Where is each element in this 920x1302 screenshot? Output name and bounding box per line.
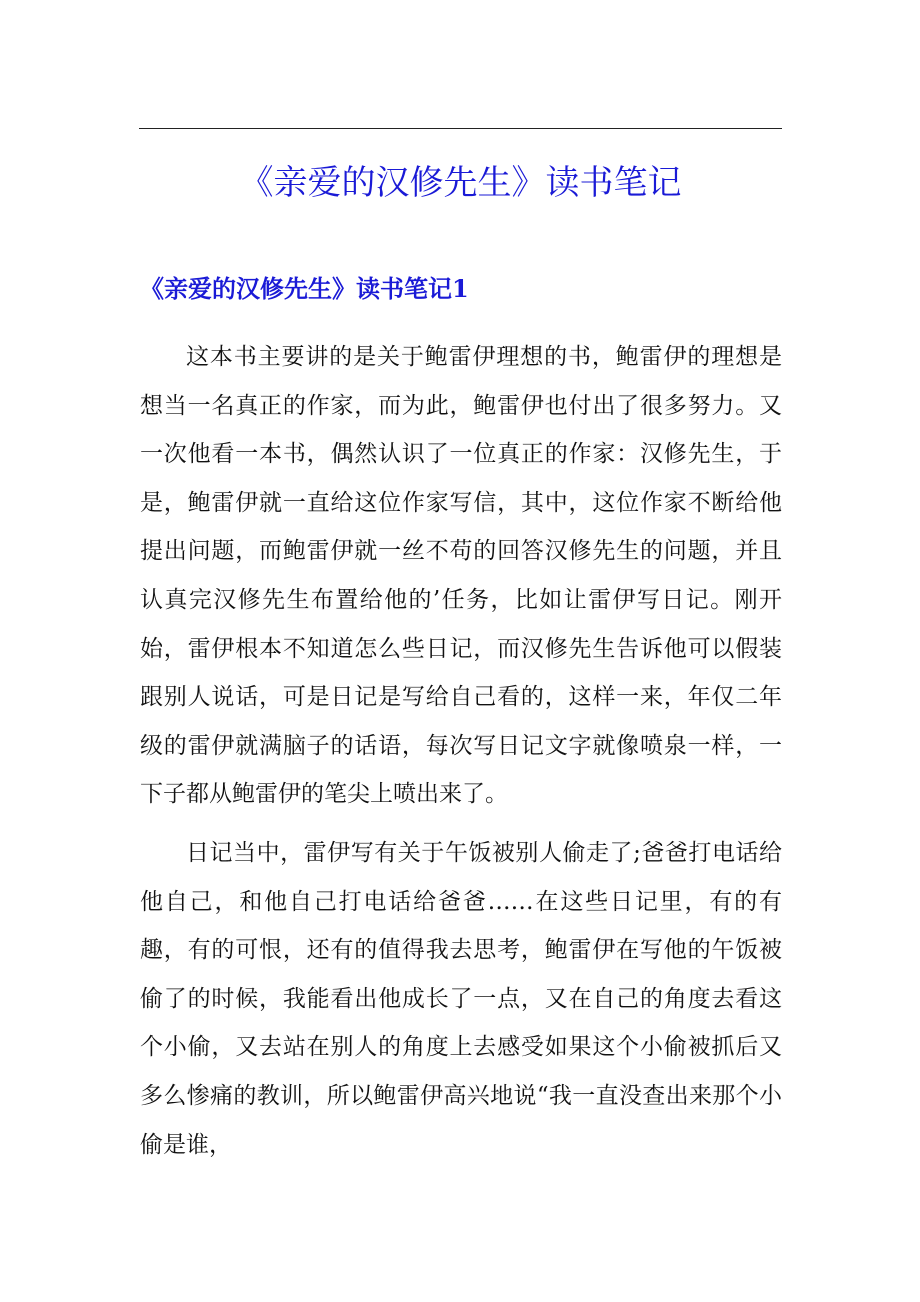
section-heading: 《亲爱的汉修先生》读书笔记1 — [140, 274, 469, 303]
header-rule — [139, 128, 782, 129]
document-title: 《亲爱的汉修先生》读书笔记 — [239, 163, 682, 203]
body-paragraph-1: 这本书主要讲的是关于鲍雷伊理想的书，鲍雷伊的理想是想当一名真正的作家，而为此，鲍雷伊也付出了很多努力。又一次他看一本书，偶然认识了一位真正的作家：汉修先生，于是，鲍雷伊就一直给这位作家写信，其中，这位作家不断给他提出问题，而鲍雷伊就一丝不苟的回答汉修先生的问题，并且认真完汉修先生布置给他的’任务，比如让雷伊写日记。刚开始，雷伊根本不知道怎么些日记，而汉修先生告诉他可以假装跟别人说话，可是日记是写给自己看的，这样一来，年仅二年级的雷伊就满脑子的话语，每次写日记文字就像喷泉一样，一下子都从鲍雷伊的笔尖上喷出来了。 — [140, 344, 782, 808]
body-paragraph-2: 日记当中，雷伊写有关于午饭被别人偷走了;爸爸打电话给他自己，和他自己打电话给爸爸……在这些日记里，有的有趣，有的可恨，还有的值得我去思考，鲍雷伊在写他的午饭被偷了的时候，我能看出他成长了一点，又在自己的角度去看这个小偷，又去站在别人的角度上去感受如果这个小偷被抓后又多么惨痛的教训，所以鲍雷伊高兴地说“我一直没查出来那个小偷是谁， — [140, 840, 782, 1158]
